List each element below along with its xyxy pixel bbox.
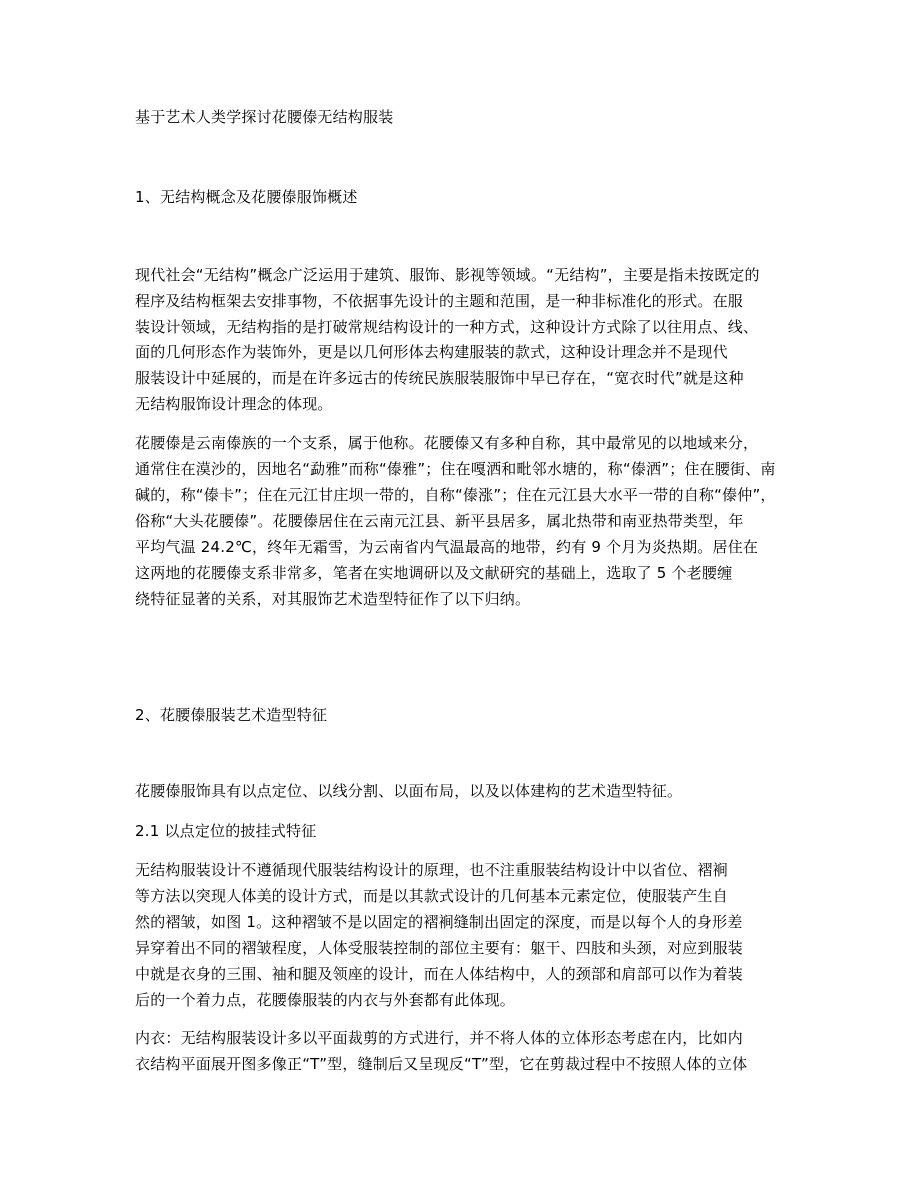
paragraph-1-line: 程序及结构框架去安排事物，不依据事先设计的主题和范围，是一种非标准化的形式。在服 — [135, 292, 744, 310]
paragraph-1-line: 装设计领域，无结构指的是打破常规结构设计的一种方式，这种设计方式除了以往用点、线、 — [135, 318, 759, 336]
paragraph-2-line: 俗称“大头花腰傣”。花腰傣居住在云南元江县、新平县居多，属北热带和南亚热带类型，年 — [135, 512, 744, 530]
paragraph-4-line: 后的一个着力点，花腰傣服装的内衣与外套都有此体现。 — [135, 991, 516, 1009]
paragraph-2-line: 这两地的花腰傣支系非常多，笔者在实地调研以及文献研究的基础上，选取了 5 个老腰缠 — [135, 564, 733, 582]
paragraph-5-line: 内衣：无结构服装设计多以平面裁剪的方式进行，并不将人体的立体形态考虑在内，比如内 — [135, 1029, 744, 1047]
paragraph-3: 花腰傣服饰具有以点定位、以线分割、以面布局，以及以体建构的艺术造型特征。 — [135, 782, 683, 800]
document-title: 基于艺术人类学探讨花腰傣无结构服装 — [135, 108, 394, 126]
paragraph-4-line: 中就是衣身的三围、袖和腿及领座的设计，而在人体结构中，人的颈部和肩部可以作为着装 — [135, 965, 744, 983]
subsection-2-1-heading: 2.1 以点定位的披挂式特征 — [135, 822, 317, 840]
paragraph-1-line: 服装设计中延展的，而是在许多远古的传统民族服装服饰中早已存在，“宽衣时代”就是这种 — [135, 369, 744, 387]
paragraph-1-line: 现代社会“无结构”概念广泛运用于建筑、服饰、影视等领域。“无结构”，主要是指未按既定的 — [135, 266, 760, 284]
section-1-heading: 1、无结构概念及花腰傣服饰概述 — [135, 188, 358, 206]
paragraph-1-line: 无结构服饰设计理念的体现。 — [135, 395, 333, 413]
paragraph-2-line: 碱的，称“傣卡”；住在元江甘庄坝一带的，自称“傣涨”；住在元江县大水平一带的自称“傣仲”， — [135, 486, 776, 504]
paragraph-4-line: 等方法以突现人体美的设计方式，而是以其款式设计的几何基本元素定位，使服装产生自 — [135, 887, 728, 905]
paragraph-2-line: 绕特征显著的关系，对其服饰艺术造型特征作了以下归纳。 — [135, 590, 531, 608]
section-2-heading: 2、花腰傣服装艺术造型特征 — [135, 706, 328, 724]
paragraph-4-line: 无结构服装设计不遵循现代服装结构设计的原理，也不注重服装结构设计中以省位、褶裥 — [135, 861, 728, 879]
paragraph-2-line: 花腰傣是云南傣族的一个支系，属于他称。花腰傣又有多种自称，其中最常见的以地域来分， — [135, 434, 759, 452]
paragraph-2-line: 平均气温 24.2℃，终年无霜雪，为云南省内气温最高的地带，约有 9 个月为炎热期。居住在 — [135, 538, 759, 556]
paragraph-4-line: 然的褶皱，如图 1。这种褶皱不是以固定的褶裥缝制出固定的深度，而是以每个人的身形差 — [135, 913, 743, 931]
paragraph-5-line: 衣结构平面展开图多像正“T”型，缝制后又呈现反“T”型，它在剪裁过程中不按照人体的立体 — [135, 1055, 748, 1073]
paragraph-4-line: 异穿着出不同的褶皱程度，人体受服装控制的部位主要有：躯干、四肢和头颈，对应到服装 — [135, 939, 744, 957]
paragraph-1-line: 面的几何形态作为装饰外，更是以几何形体去构建服装的款式，这种设计理念并不是现代 — [135, 343, 728, 361]
paragraph-2-line: 通常住在漠沙的，因地名“勐雅”而称“傣雅”；住在嘎洒和毗邻水塘的，称“傣洒”；住在腰街、南 — [135, 460, 776, 478]
